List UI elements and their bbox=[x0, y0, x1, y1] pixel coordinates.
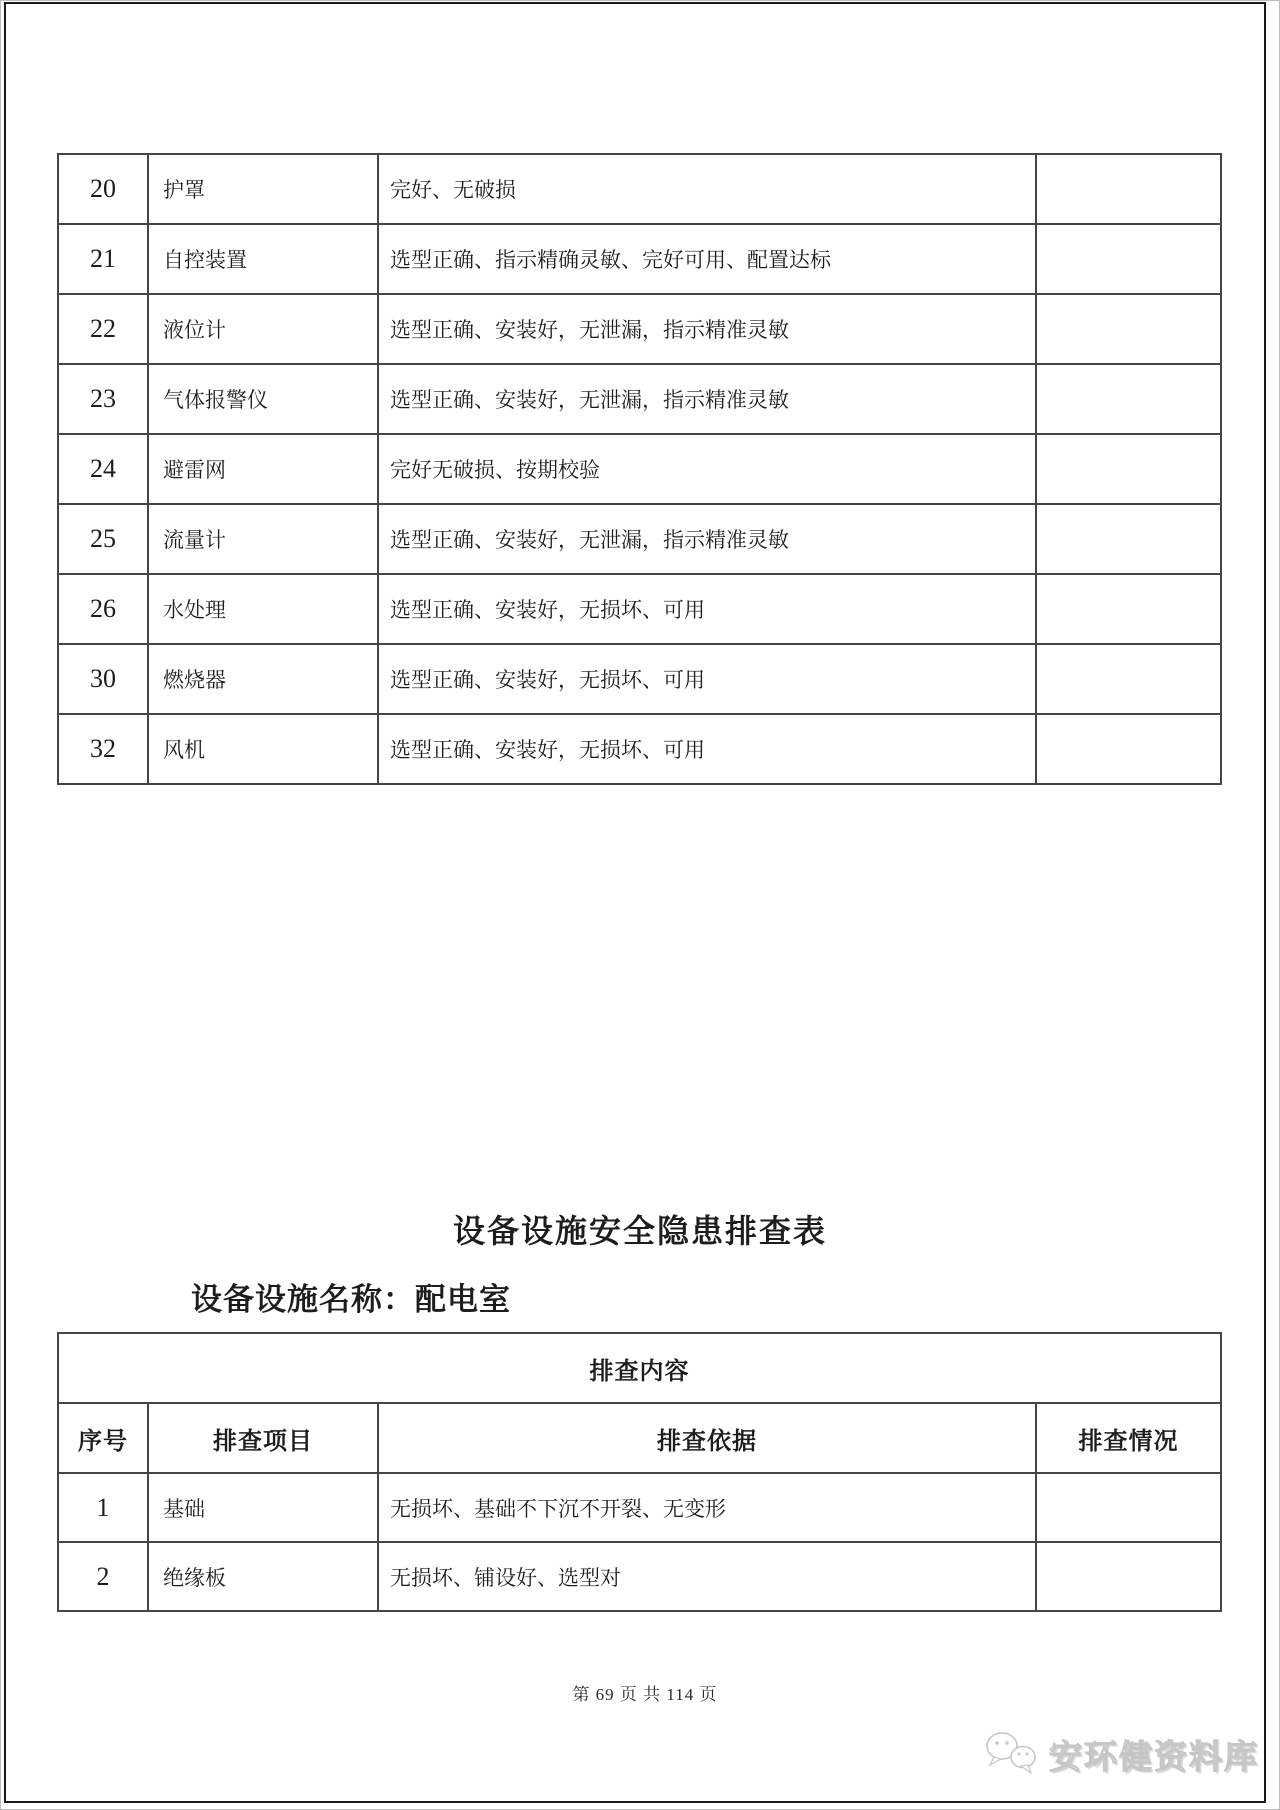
table-row bbox=[58, 294, 1221, 364]
table-row bbox=[58, 224, 1221, 294]
item-cell: 水处理 bbox=[148, 574, 378, 644]
status-cell bbox=[1036, 434, 1221, 504]
section-header-cell: 排查内容 bbox=[58, 1333, 1221, 1403]
basis-cell: 选型正确、安装好，无损坏、可用 bbox=[378, 714, 1036, 784]
table-row bbox=[58, 1473, 1221, 1542]
status-cell bbox=[1036, 224, 1221, 294]
status-cell bbox=[1036, 364, 1221, 434]
basis-cell: 选型正确、安装好，无泄漏，指示精准灵敏 bbox=[378, 294, 1036, 364]
status-cell bbox=[1036, 154, 1221, 224]
basis-cell: 选型正确、安装好，无泄漏，指示精准灵敏 bbox=[378, 504, 1036, 574]
item-cell: 基础 bbox=[148, 1473, 378, 1542]
watermark-text: 安环健资料库 bbox=[1049, 1737, 1259, 1775]
item-cell: 风机 bbox=[148, 714, 378, 784]
status-cell bbox=[1036, 294, 1221, 364]
table-row bbox=[58, 714, 1221, 784]
item-cell: 自控装置 bbox=[148, 224, 378, 294]
column-header-item: 排查项目 bbox=[148, 1403, 378, 1473]
section-header-row bbox=[58, 1333, 1221, 1403]
item-cell: 燃烧器 bbox=[148, 644, 378, 714]
status-cell bbox=[1036, 714, 1221, 784]
row-number-cell: 25 bbox=[58, 504, 148, 574]
row-number-cell: 30 bbox=[58, 644, 148, 714]
status-cell bbox=[1036, 644, 1221, 714]
item-cell: 绝缘板 bbox=[148, 1542, 378, 1611]
table-row bbox=[58, 574, 1221, 644]
row-number-cell: 22 bbox=[58, 294, 148, 364]
basis-cell: 选型正确、安装好，无损坏、可用 bbox=[378, 574, 1036, 644]
inspection-table-continued bbox=[57, 153, 1222, 785]
row-number-cell: 21 bbox=[58, 224, 148, 294]
basis-cell: 选型正确、安装好，无泄漏，指示精准灵敏 bbox=[378, 364, 1036, 434]
row-number-cell: 20 bbox=[58, 154, 148, 224]
basis-cell: 无损坏、基础不下沉不开裂、无变形 bbox=[378, 1473, 1036, 1542]
status-cell bbox=[1036, 1473, 1221, 1542]
column-header-row bbox=[58, 1403, 1221, 1473]
row-number-cell: 23 bbox=[58, 364, 148, 434]
row-number-cell: 26 bbox=[58, 574, 148, 644]
basis-cell: 完好无破损、按期校验 bbox=[378, 434, 1036, 504]
status-cell bbox=[1036, 1542, 1221, 1611]
chat-bubbles-logo-icon bbox=[983, 1729, 1041, 1779]
table-row bbox=[58, 364, 1221, 434]
row-number-cell: 2 bbox=[58, 1542, 148, 1611]
table-row bbox=[58, 644, 1221, 714]
table-row bbox=[58, 154, 1221, 224]
basis-cell: 无损坏、铺设好、选型对 bbox=[378, 1542, 1036, 1611]
basis-cell: 选型正确、安装好，无损坏、可用 bbox=[378, 644, 1036, 714]
item-cell: 液位计 bbox=[148, 294, 378, 364]
basis-cell: 选型正确、指示精确灵敏、完好可用、配置达标 bbox=[378, 224, 1036, 294]
equipment-name-label: 设备设施名称：配电室 bbox=[191, 1282, 511, 1317]
page-title: 设备设施安全隐患排查表 bbox=[452, 1213, 827, 1249]
item-cell: 护罩 bbox=[148, 154, 378, 224]
column-header-basis: 排查依据 bbox=[378, 1403, 1036, 1473]
column-header-no: 序号 bbox=[58, 1403, 148, 1473]
column-header-status: 排查情况 bbox=[1036, 1403, 1221, 1473]
item-cell: 气体报警仪 bbox=[148, 364, 378, 434]
row-number-cell: 1 bbox=[58, 1473, 148, 1542]
status-cell bbox=[1036, 574, 1221, 644]
inspection-table-power-room bbox=[57, 1332, 1222, 1612]
row-number-cell: 24 bbox=[58, 434, 148, 504]
table-row bbox=[58, 434, 1221, 504]
page-number-footer: 第 69 页 共 114 页 bbox=[572, 1685, 718, 1704]
item-cell: 流量计 bbox=[148, 504, 378, 574]
table-row bbox=[58, 1542, 1221, 1611]
basis-cell: 完好、无破损 bbox=[378, 154, 1036, 224]
table-row bbox=[58, 504, 1221, 574]
row-number-cell: 32 bbox=[58, 714, 148, 784]
watermark bbox=[983, 1729, 1259, 1779]
item-cell: 避雷网 bbox=[148, 434, 378, 504]
status-cell bbox=[1036, 504, 1221, 574]
